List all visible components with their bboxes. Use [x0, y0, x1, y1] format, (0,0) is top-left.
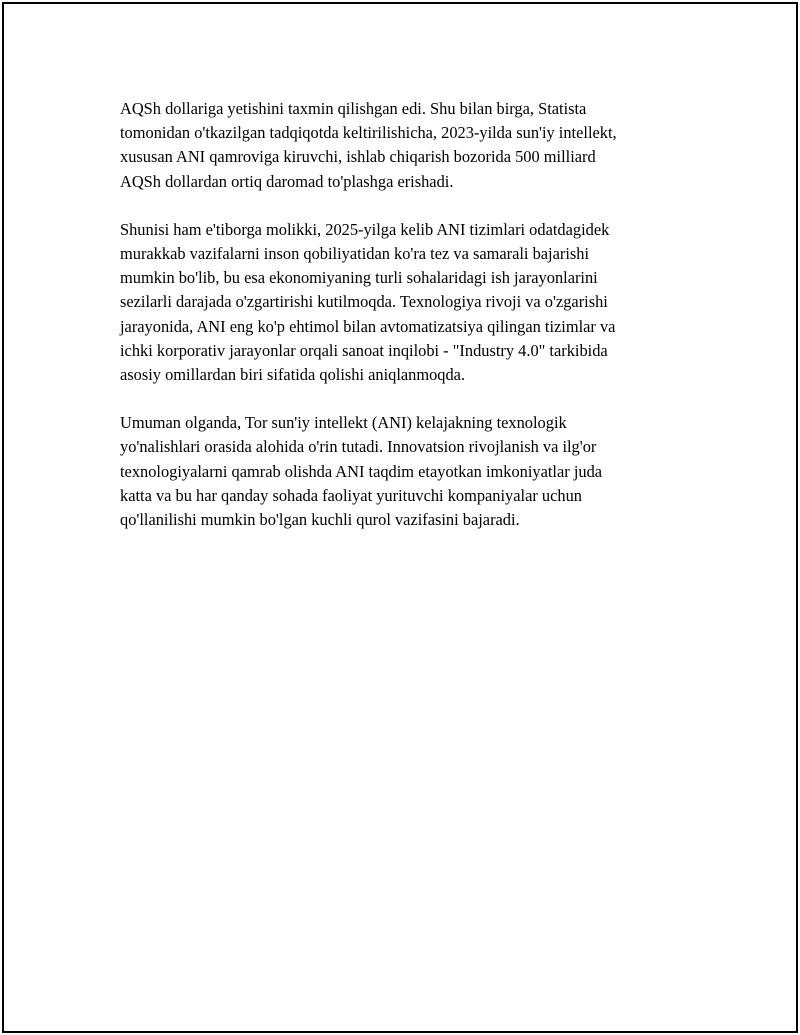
text-line: xususan ANI qamroviga kiruvchi, ishlab chiqarish bozorida 500 milliard	[120, 147, 596, 167]
paragraph-3	[120, 411, 700, 532]
text-line: Shunisi ham e'tiborga molikki, 2025-yilga kelib ANI tizimlari odatdagidek	[120, 219, 610, 239]
text-line: AQSh dollariga yetishini taxmin qilishgan edi. Shu bilan birga, Statista	[120, 99, 587, 118]
text-line: AQSh dollardan ortiq daromad to'plashga erishadi.	[120, 171, 454, 191]
text-line: sezilarli darajada o'zgartirishi kutilmoqda. Texnologiya rivoji va o'zgarishi	[120, 292, 608, 312]
document-page	[2, 2, 798, 1033]
text-line: tomonidan o'tkazilgan tadqiqotda keltirilishicha, 2023-yilda sun'iy intellekt,	[120, 123, 617, 143]
document-body	[120, 97, 700, 556]
text-line: Umuman olganda, Tor sun'iy intellekt (ANI) kelajakning texnologik	[120, 413, 567, 433]
text-line: jarayonida, ANI eng ko'p ehtimol bilan avtomatizatsiya qilingan tizimlar va	[120, 316, 616, 336]
text-line: murakkab vazifalarni inson qobiliyatidan ko'ra tez va samarali bajarishi	[120, 244, 590, 264]
text-line: katta va bu har qanday sohada faoliyat yurituvchi kompaniyalar uchun	[120, 485, 582, 505]
text-line: asosiy omillardan biri sifatida qolishi aniqlanmoqda.	[120, 365, 466, 385]
text-line: ichki korporativ jarayonlar orqali sanoat inqilobi - "Industry 4.0" tarkibida	[120, 340, 608, 360]
text-line: texnologiyalarni qamrab olishda ANI taqdim etayotkan imkoniyatlar juda	[120, 461, 603, 481]
paragraph-2	[120, 218, 700, 387]
text-line: yo'nalishlari orasida alohida o'rin tutadi. Innovatsion rivojlanish va ilg'or	[120, 437, 597, 457]
text-line: mumkin bo'lib, bu esa ekonomiyaning turli sohalaridagi ish jarayonlarini	[120, 268, 598, 288]
paragraph-1	[120, 97, 700, 194]
text-line: qo'llanilishi mumkin bo'lgan kuchli qurol vazifasini bajaradi.	[120, 510, 520, 530]
